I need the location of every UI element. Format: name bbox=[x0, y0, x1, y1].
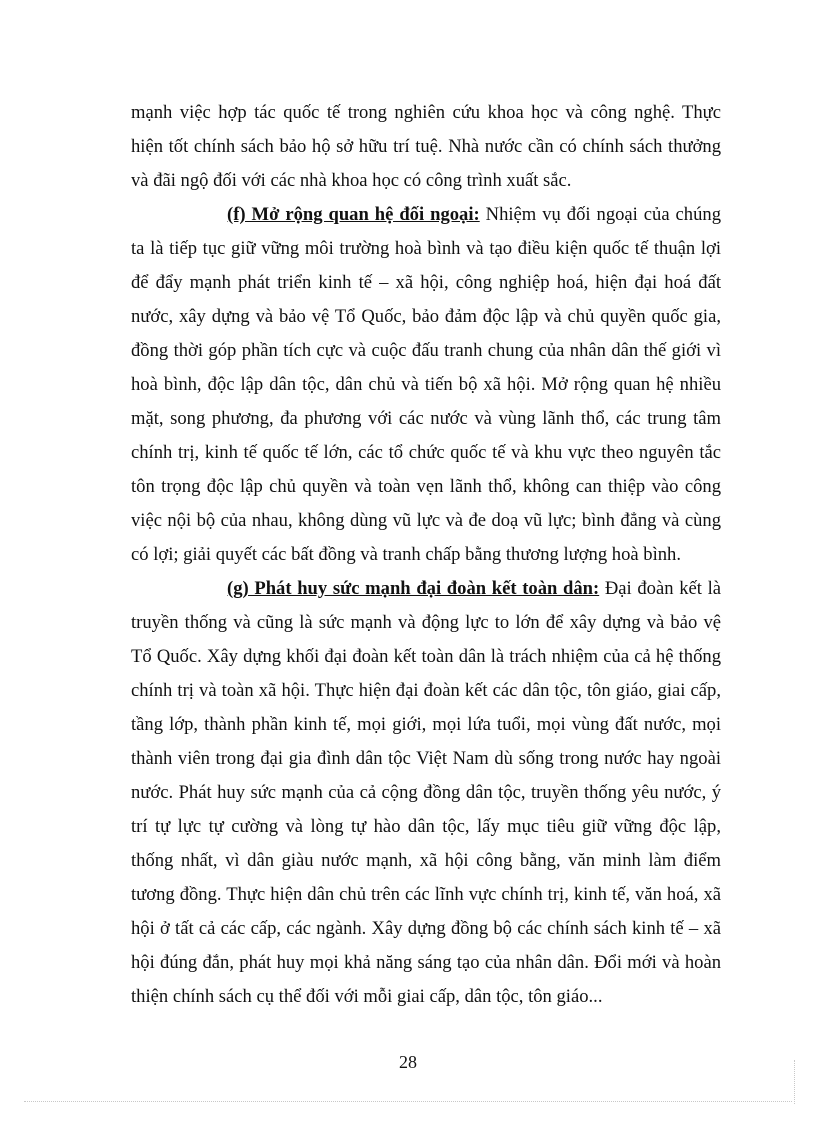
text-line: mặt, song phương, đa phương với các nước và vùng lãnh thổ, các trung tâm bbox=[131, 408, 721, 429]
text-line: có lợi; giải quyết các bất đồng và tranh chấp bằng thương lượng hoà bình. bbox=[131, 544, 681, 565]
page-body bbox=[131, 96, 721, 1014]
paragraph-science-cooperation bbox=[131, 96, 721, 198]
page-border-right bbox=[794, 1060, 795, 1104]
text-line: chính trị, kinh tế quốc tế lớn, các tổ chức quốc tế và khu vực theo nguyên tắc bbox=[131, 442, 721, 463]
text-line: nước, xây dựng và bảo vệ Tổ Quốc, bảo đảm độc lập và chủ quyền quốc gia, bbox=[131, 306, 721, 327]
text-line: hội ở tất cả các cấp, các ngành. Xây dựng đồng bộ các chính sách kinh tế – xã bbox=[131, 918, 721, 939]
section-heading-g: (g) Phát huy sức mạnh đại đoàn kết toàn dân: bbox=[227, 578, 600, 599]
paragraph-foreign-relations bbox=[131, 198, 721, 572]
text-line: chính trị và toàn xã hội. Thực hiện đại đoàn kết các dân tộc, tôn giáo, giai cấp, bbox=[131, 680, 721, 701]
text-line: truyền thống và cũng là sức mạnh và động lực to lớn để xây dựng và bảo vệ bbox=[131, 612, 721, 633]
text-line: hội đúng đắn, phát huy mọi khả năng sáng tạo của nhân dân. Đổi mới và hoàn bbox=[131, 952, 721, 973]
text-line: Tổ Quốc. Xây dựng khối đại đoàn kết toàn dân là trách nhiệm của cả hệ thống bbox=[131, 646, 721, 667]
text-line: thành viên trong đại gia đình dân tộc Việt Nam dù sống trong nước hay ngoài bbox=[131, 748, 721, 769]
text-line: ta là tiếp tục giữ vững môi trường hoà bình và tạo điều kiện quốc tế thuận lợi bbox=[131, 238, 721, 259]
paragraph-national-unity bbox=[131, 572, 721, 1014]
text-line: mạnh việc hợp tác quốc tế trong nghiên cứu khoa học và công nghệ. Thực bbox=[131, 102, 721, 123]
text-line: thống nhất, vì dân giàu nước mạnh, xã hội công bằng, văn minh làm điểm bbox=[131, 850, 721, 871]
text-line: tôn trọng độc lập chủ quyền và toàn vẹn lãnh thổ, không can thiệp vào công bbox=[131, 476, 721, 497]
text-line: thiện chính sách cụ thể đối với mỗi giai cấp, dân tộc, tôn giáo... bbox=[131, 986, 603, 1007]
text-line: hiện tốt chính sách bảo hộ sở hữu trí tuệ. Nhà nước cần có chính sách thưởng bbox=[131, 136, 721, 157]
text-line: tầng lớp, thành phần kinh tế, mọi giới, mọi lứa tuổi, mọi vùng đất nước, mọi bbox=[131, 714, 721, 735]
text-line: nước. Phát huy sức mạnh của cả cộng đồng dân tộc, truyền thống yêu nước, ý bbox=[131, 782, 721, 803]
text-line: hoà bình, độc lập dân tộc, dân chủ và tiến bộ xã hội. Mở rộng quan hệ nhiều bbox=[131, 374, 721, 395]
text-line: và đãi ngộ đối với các nhà khoa học có công trình xuất sắc. bbox=[131, 170, 572, 191]
heading-continuation: Nhiệm vụ đối ngoại của chúng bbox=[479, 204, 721, 225]
text-line bbox=[131, 198, 721, 232]
text-line: việc nội bộ của nhau, không dùng vũ lực và đe doạ vũ lực; bình đẳng và cùng bbox=[131, 510, 721, 531]
text-line: trí tự lực tự cường và lòng tự hào dân tộc, lấy mục tiêu giữ vững độc lập, bbox=[131, 816, 721, 837]
page-border-bottom bbox=[24, 1101, 792, 1102]
page-number: 28 bbox=[399, 1052, 417, 1072]
section-heading-f: (f) Mở rộng quan hệ đối ngoại: bbox=[227, 204, 480, 225]
heading-continuation: Đại đoàn kết là bbox=[599, 578, 721, 599]
text-line: tương đồng. Thực hiện dân chủ trên các lĩnh vực chính trị, kinh tế, văn hoá, xã bbox=[131, 884, 721, 905]
text-line: để đẩy mạnh phát triển kinh tế – xã hội, công nghiệp hoá, hiện đại hoá đất bbox=[131, 272, 721, 293]
text-line bbox=[131, 572, 721, 606]
text-line: đồng thời góp phần tích cực và cuộc đấu tranh chung của nhân dân thế giới vì bbox=[131, 340, 721, 361]
